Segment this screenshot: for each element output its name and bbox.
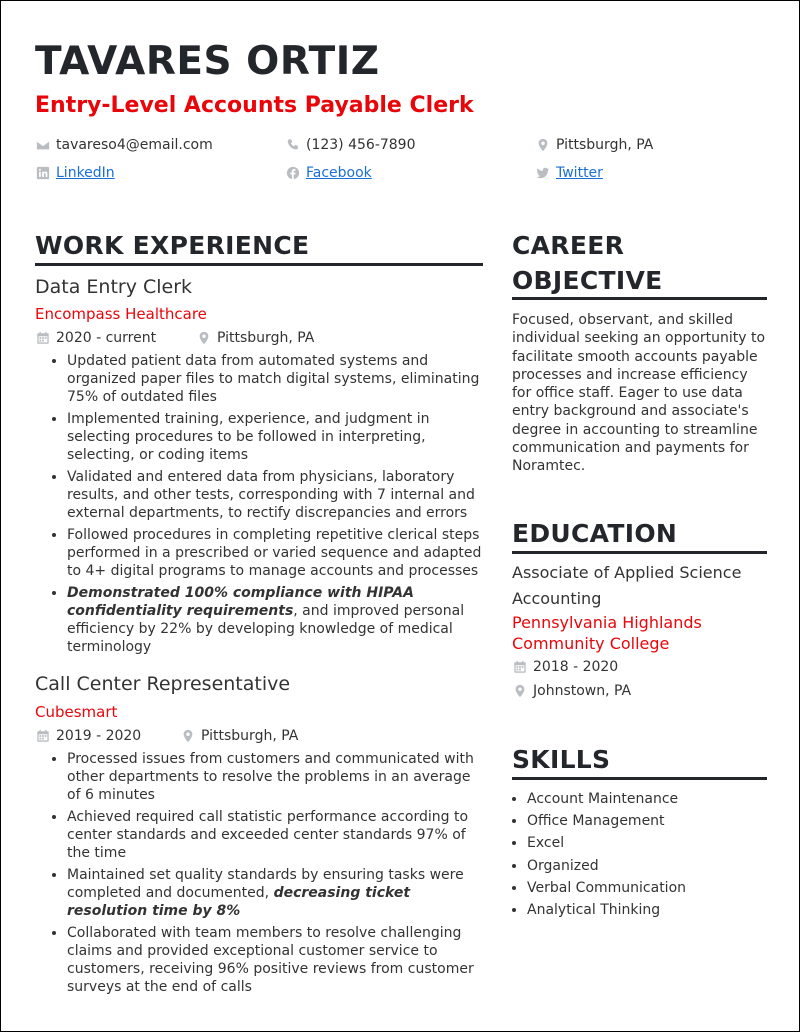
list-item: • Updated patient data from automated systems and organized paper files to match digital systems, eliminating 75% of outdated files (67, 352, 487, 406)
skills-divider (512, 777, 767, 780)
education-dates: 2018 - 2020 (513, 659, 618, 675)
job-1-company: Encompass Healthcare (35, 305, 207, 323)
location-pin-icon (513, 684, 527, 698)
education-field: Accounting (512, 589, 602, 608)
education-location: Johnstown, PA (513, 683, 631, 699)
skill-item: • Organized (527, 855, 686, 877)
job-2-bullets (35, 750, 487, 1000)
phone-icon (286, 138, 300, 152)
linkedin-link[interactable]: LinkedIn (56, 165, 115, 181)
job-1-bullets (35, 352, 487, 660)
contact-twitter (536, 165, 603, 181)
education-degree: Associate of Applied Science (512, 563, 742, 582)
job-2-location: Pittsburgh, PA (181, 728, 298, 744)
job-1-dates: 2020 - current (36, 330, 156, 346)
list-item: • Validated and entered data from physicians, laboratory results, and other tests, corresponding with 7 internal and external departments, to rectify discrepancies and errors (67, 468, 487, 522)
twitter-icon (536, 166, 550, 180)
career-objective-divider (512, 297, 767, 300)
contact-facebook (286, 165, 372, 181)
education-heading: EDUCATION (512, 519, 678, 548)
linkedin-icon (36, 166, 50, 180)
list-item: • Collaborated with team members to resolve challenging claims and provided exceptional customer service to customers, receiving 96% positive reviews from customer surveys at the end of calls (67, 924, 487, 996)
education-divider (512, 551, 767, 554)
list-item: • Maintained set quality standards by ensuring tasks were completed and documented, decreasing ticket resolution time by 8% (67, 866, 487, 920)
contact-phone: (123) 456-7890 (286, 137, 416, 153)
work-experience-divider (35, 263, 483, 266)
career-objective-heading: CAREER OBJECTIVE (512, 231, 663, 295)
work-experience-heading: WORK EXPERIENCE (35, 231, 310, 260)
candidate-name: TAVARES ORTIZ (35, 39, 380, 84)
list-item: • Followed procedures in completing repetitive clerical steps performed in a prescribed or varied sequence and adapted to 4+ digital programs to manage accounts and processes (67, 526, 487, 580)
calendar-icon (36, 331, 50, 345)
job-title-headline: Entry-Level Accounts Payable Clerk (35, 93, 474, 118)
emphasis-text: decreasing ticket resolution time by 8% (67, 885, 411, 919)
job-2-company: Cubesmart (35, 703, 118, 721)
skill-item: • Verbal Communication (527, 877, 686, 899)
calendar-icon (513, 660, 527, 674)
emphasis-text: Demonstrated 100% compliance with HIPAA confidentiality requirements (67, 585, 414, 619)
contact-email: tavareso4@email.com (36, 137, 213, 153)
calendar-icon (36, 729, 50, 743)
facebook-link[interactable]: Facebook (306, 165, 372, 181)
job-1-location: Pittsburgh, PA (197, 330, 314, 346)
job-2-title: Call Center Representative (35, 673, 291, 695)
contact-location: Pittsburgh, PA (536, 137, 653, 153)
skill-item: • Account Maintenance (527, 788, 686, 810)
skill-item: • Office Management (527, 810, 686, 832)
list-item: • Processed issues from customers and communicated with other departments to resolve the problems in an average of 6 minutes (67, 750, 487, 804)
skill-item: • Excel (527, 832, 686, 854)
education-school: Pennsylvania Highlands Community College (512, 613, 702, 653)
job-2-dates: 2019 - 2020 (36, 728, 141, 744)
envelope-icon (36, 138, 50, 152)
location-pin-icon (536, 138, 550, 152)
location-pin-icon (197, 331, 211, 345)
list-item: • Demonstrated 100% compliance with HIPAA confidentiality requirements, and improved personal efficiency by 22% by developing knowledge of medical terminology (67, 584, 487, 656)
location-pin-icon (181, 729, 195, 743)
twitter-link[interactable]: Twitter (556, 165, 603, 181)
list-item: • Achieved required call statistic performance according to center standards and exceeded center standards 97% of the time (67, 808, 487, 862)
career-objective-text: Focused, observant, and skilled individual seeking an opportunity to facilitate smooth accounts payable processes and increase efficiency for office staff. Eager to use data entry background and associate's degree in accounting to streamline communication and payments for Noramtec. (512, 312, 766, 475)
skills-heading: SKILLS (512, 745, 611, 774)
skill-item: • Analytical Thinking (527, 899, 686, 921)
list-item: • Implemented training, experience, and judgment in selecting procedures to be followed in interpreting, selecting, or coding items (67, 410, 487, 464)
contact-linkedin (36, 165, 115, 181)
job-1-title: Data Entry Clerk (35, 276, 193, 298)
skills-list (512, 788, 686, 921)
facebook-icon (286, 166, 300, 180)
